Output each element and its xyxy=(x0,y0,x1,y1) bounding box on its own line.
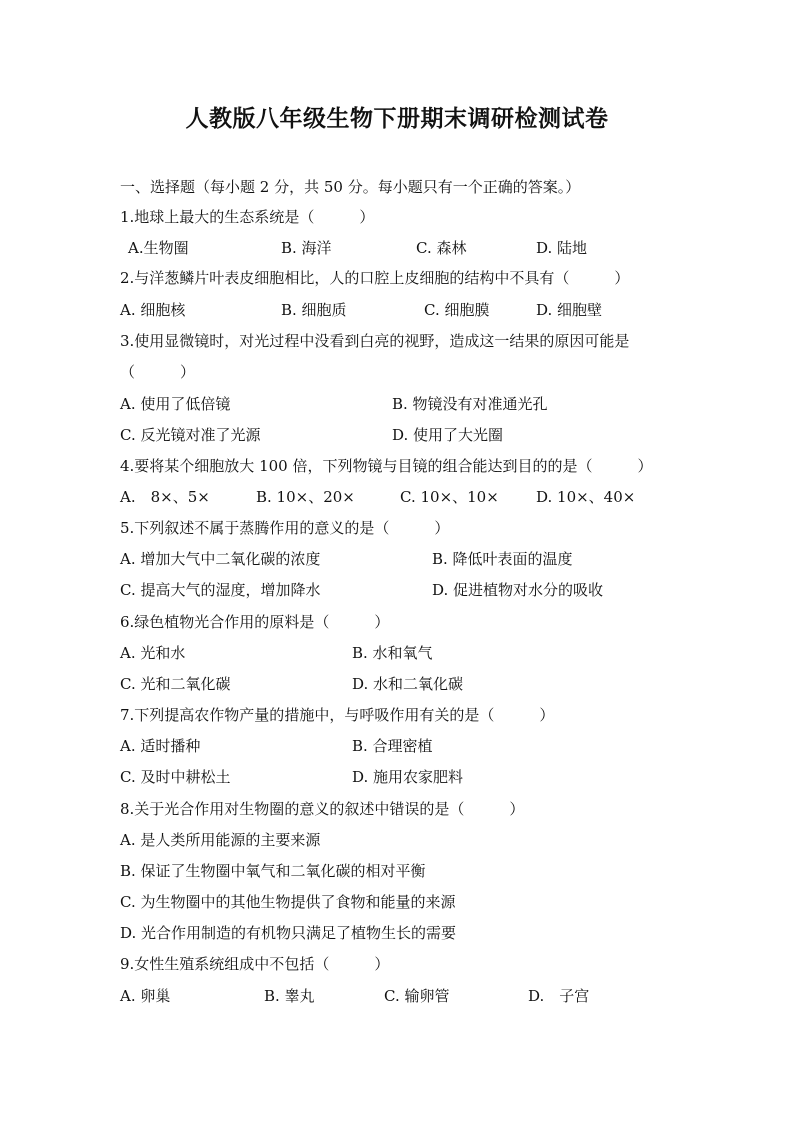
question-1-option-a: A.生物圈 xyxy=(128,239,189,257)
question-2-option-d: D. 细胞壁 xyxy=(536,301,603,319)
question-8-option-c: C. 为生物圈中的其他生物提供了食物和能量的来源 xyxy=(120,893,456,911)
question-8-stem: 8.关于光合作用对生物圈的意义的叙述中错误的是（ ） xyxy=(120,800,525,818)
question-1-option-d: D. 陆地 xyxy=(536,239,588,257)
question-9-option-a: A. 卵巢 xyxy=(120,987,171,1005)
question-1-option-c: C. 森林 xyxy=(416,239,467,257)
question-1-option-b: B. 海洋 xyxy=(281,239,332,257)
question-3-option-a: A. 使用了低倍镜 xyxy=(120,395,231,413)
question-7-option-c: C. 及时中耕松土 xyxy=(120,768,231,786)
question-9-option-c: C. 输卵管 xyxy=(384,987,450,1005)
question-4-stem: 4.要将某个细胞放大 100 倍，下列物镜与目镜的组合能达到目的的是（ ） xyxy=(120,457,653,475)
question-7-option-a: A. 适时播种 xyxy=(120,737,201,755)
question-6-option-b: B. 水和氧气 xyxy=(352,644,433,662)
question-2-option-c: C. 细胞膜 xyxy=(424,301,490,319)
question-6-option-a: A. 光和水 xyxy=(120,644,186,662)
question-3-option-c: C. 反光镜对准了光源 xyxy=(120,426,261,444)
question-7-stem: 7.下列提高农作物产量的措施中，与呼吸作用有关的是（ ） xyxy=(120,706,555,724)
question-4-option-b: B. 10×、20× xyxy=(256,488,355,506)
question-9-option-d: D. 子宫 xyxy=(528,987,590,1005)
question-3-stem: 3.使用显微镜时，对光过程中没看到白亮的视野，造成这一结果的原因可能是 xyxy=(120,332,630,350)
question-6-option-d: D. 水和二氧化碳 xyxy=(352,675,464,693)
section-heading: 一、选择题（每小题 2 分，共 50 分。每小题只有一个正确的答案。） xyxy=(120,178,581,196)
question-1-stem: 1.地球上最大的生态系统是（ ） xyxy=(120,208,375,226)
question-7-option-d: D. 施用农家肥料 xyxy=(352,768,464,786)
question-5-stem: 5.下列叙述不属于蒸腾作用的意义的是（ ） xyxy=(120,519,450,537)
question-5-option-c: C. 提高大气的湿度，增加降水 xyxy=(120,581,321,599)
question-9-stem: 9.女性生殖系统组成中不包括（ ） xyxy=(120,955,390,973)
question-3-option-d: D. 使用了大光圈 xyxy=(392,426,504,444)
question-8-option-a: A. 是人类所用能源的主要来源 xyxy=(120,831,321,849)
question-4-option-d: D. 10×、40× xyxy=(536,488,636,506)
question-2-option-b: B. 细胞质 xyxy=(281,301,347,319)
question-9-option-b: B. 睾丸 xyxy=(264,987,315,1005)
question-6-stem: 6.绿色植物光合作用的原料是（ ） xyxy=(120,613,390,631)
question-3-stem-continued: （ ） xyxy=(120,363,196,381)
question-4-option-a: A. 8×、5× xyxy=(120,488,210,506)
exam-title: 人教版八年级生物下册期末调研检测试卷 xyxy=(185,105,609,132)
question-6-option-c: C. 光和二氧化碳 xyxy=(120,675,231,693)
question-8-option-b: B. 保证了生物圈中氧气和二氧化碳的相对平衡 xyxy=(120,862,426,880)
question-8-option-d: D. 光合作用制造的有机物只满足了植物生长的需要 xyxy=(120,924,457,942)
question-5-option-b: B. 降低叶表面的温度 xyxy=(432,550,573,568)
question-7-option-b: B. 合理密植 xyxy=(352,737,433,755)
question-2-option-a: A. 细胞核 xyxy=(120,301,186,319)
question-5-option-a: A. 增加大气中二氧化碳的浓度 xyxy=(120,550,321,568)
question-4-option-c: C. 10×、10× xyxy=(400,488,499,506)
question-3-option-b: B. 物镜没有对准通光孔 xyxy=(392,395,548,413)
question-2-stem: 2.与洋葱鳞片叶表皮细胞相比，人的口腔上皮细胞的结构中不具有（ ） xyxy=(120,269,630,287)
question-5-option-d: D. 促进植物对水分的吸收 xyxy=(432,581,604,599)
